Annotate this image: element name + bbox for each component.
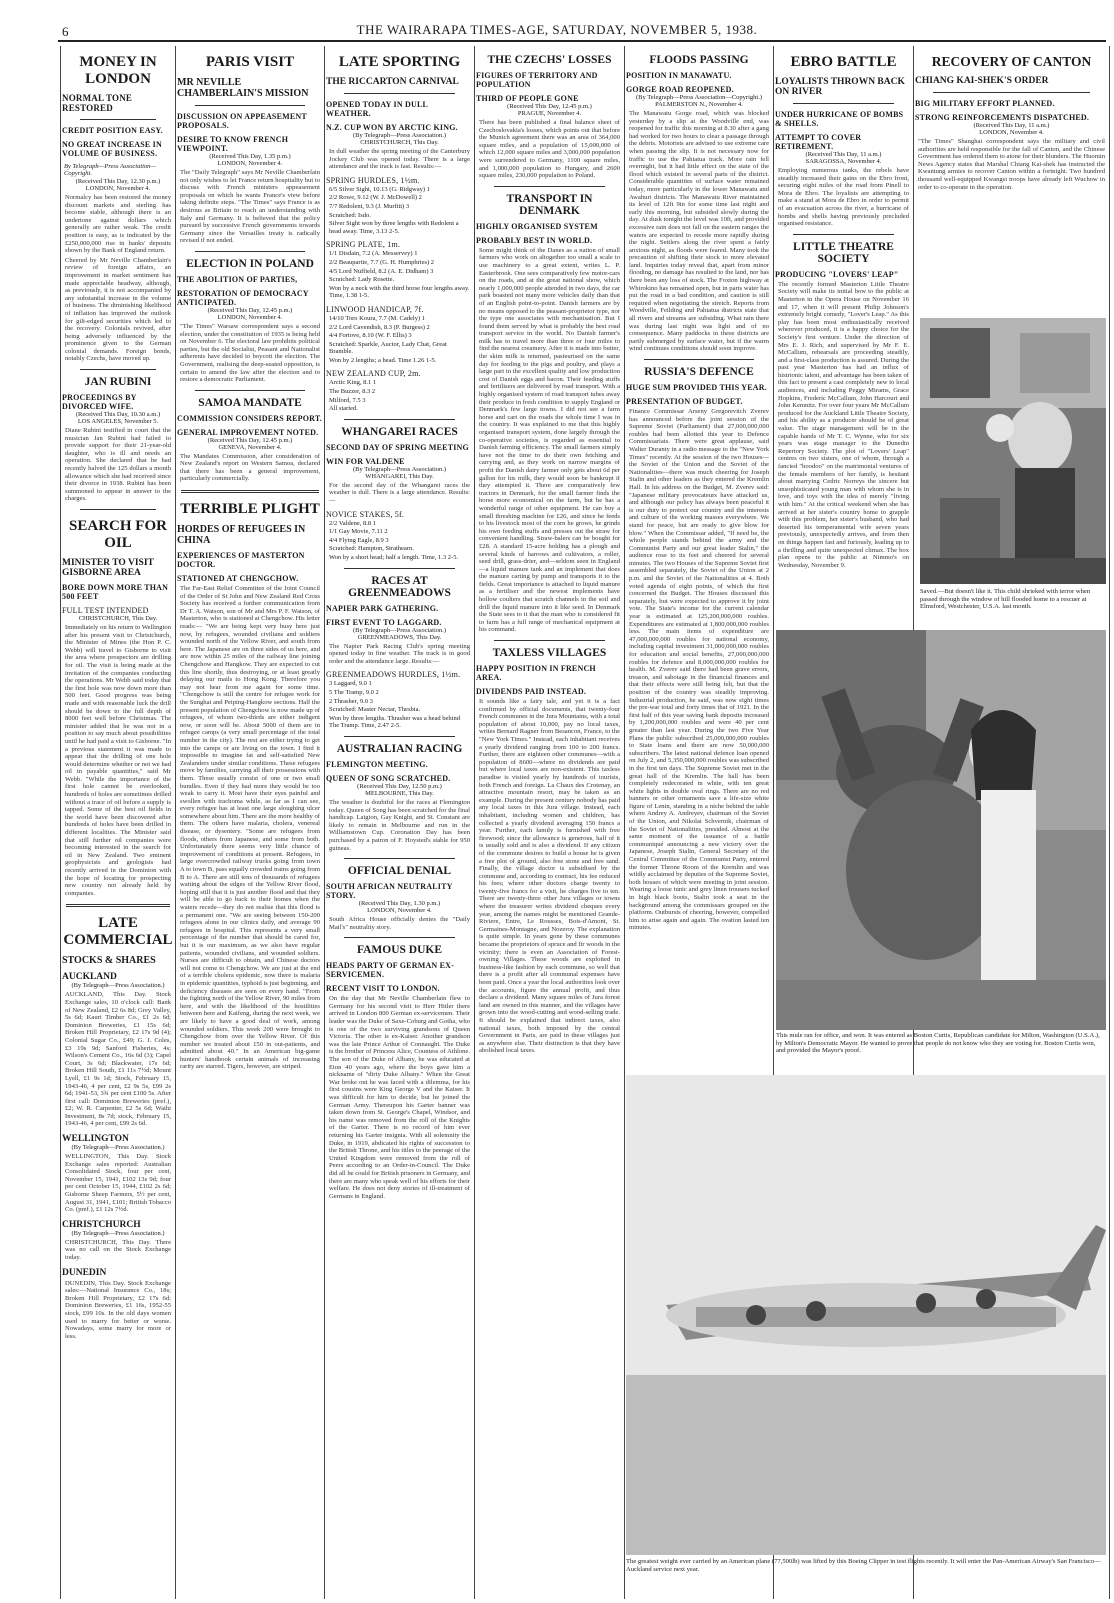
received: (Received This Day, 12.30 p.m.) (75, 178, 161, 185)
subhead: MR NEVILLE CHAMBERLAIN'S MISSION (177, 77, 309, 99)
article-text: "The Times" Shanghai correspondent says the military and civil authorities are held responsible for the fall of Canton, and the Chinese Government has ordered them to atone for their blunders. The Huomin News Agency states that Marshal Chiang Kai-shek has instructed the Kwantung armies to recover Canton within a fortnight. Two hundred thousand well-equipped Kwangsi troops have already left Wuchow in order to co-operate in the operation. (918, 138, 1105, 191)
race-result-line: 4/4 Flying Eagle, 8.9 3 (329, 536, 389, 544)
article-text: South Africa House officially denies the "Daily Mail's" neutrality story. (329, 916, 470, 931)
subhead: N.Z. CUP WON BY ARCTIC KING. (326, 123, 458, 132)
subhead: HORDES OF REFUGEES IN CHINA (177, 524, 306, 547)
byline: By Telegraph—Press Association—Copyright. (64, 163, 157, 177)
received: (Received This Day, 10.30 a.m.) (75, 411, 161, 419)
race-result-line: Won by a neck with the third horse four lengths away. Time, 1.38 1-5. (329, 284, 470, 300)
article-text: The recently formed Masterton Little Theatre Society will make its initial bow to the public at Masterton in the Opera House on November 16 and 17, when it will present Philip Johnson's extremely bright comedy, "Lover's Leap." As this play has been most enthusiastically received wherever produced, it is a happy choice for the Society's first venture. Under the direction of Mrs E. J. Rich, and supervised by Mr F. E. McCallum, rehearsals are proceeding steadily, and a first-class production is assured. During the past year Masterton has had an influx of histrionic talent, and advantage has been taken of this fact to present a cast completely new to local audiences, and including Peggy Mirams, Grace Hopkins, Frederic McCallum, John Harcourt and John Kemnitz. For over four years Mr McCallum produced for the Auckland Little Theatre Society, and his ability as a producer should be of great value. The stage management will be in the capable hands of Mr T. C. Wynne, who for six years was stage manager to the Dunedin Repertory Society. The plot of "Lovers' Leap" centres on two sisters, one of whom, through a fancied "hoodoo" on the matrimonial ventures of the female members of her family, is hesitant about marrying Cedric Norreys the sincere but unsophisticated young man with whom she is in love, and toys with the idea of merely "living with him." At the critical weekend when she has arrived at her sister's country home to grapple with this problem, her sister's husband, who had deserted his temperamental wife seven years previously, unexpectedly arrives, and from then on things happen fast and furiously, leading up to a thrilling and quite unexpected climax. The box plan opens to the public at Nimmo's on Wednesday, November 9. (778, 280, 909, 569)
subhead: HUGE SUM PROVIDED THIS YEAR. (626, 383, 767, 392)
race-title: SPRING HURDLES, 1½m. (326, 175, 420, 185)
received: (Received This Day, 12.45 p.m.) (507, 103, 592, 110)
race-result-line: Scratched: Hampton, Strathearn. (329, 545, 414, 553)
byline: (By Telegraph—Press Association.) (352, 132, 447, 139)
masthead-rule (58, 40, 1106, 42)
race-results (326, 680, 473, 730)
subhead: CREDIT POSITION EASY. (62, 126, 163, 135)
headline-search-for-oil: SEARCH FOR OIL (69, 518, 167, 551)
race-result-line: 4/5 Lord Nuffield, 8.2 (A. E. Didham) 3 (329, 267, 434, 275)
byline: (By Telegraph—Press Association.) (352, 465, 447, 473)
article-text: The Manawatu Gorge road, which was blocked yesterday by a slip at the Woodville end, was reopened for traffic this morning at 8.30 after a gang had worked for two hours to clear a passage through the debris. Motorists are advised to use extreme care when passing the slip. It is not necessary now for traffic to use the Pahiatua track. More rain fell overnight, but it had little effect on the state of the flood which existed in several parts of the district. Considerable quantities of surface water remained today, more particularly in the lower Manawatu and Awahuri districts. The Manawatu River maintained its level of 12ft 9in for some time last night and early this morning, but subsided slowly during the day. At dusk tonight the level was 10ft, and provided excessive rain does not fall on the eastern ranges the waters are expected to recede more rapidly during the night. Settlers along the river spent a fairly anxious night, as floods were feared. Many took the precaution of shifting their stock to more elevated land. Inquiries today reveal that, apart from minor flooding, no damage has resulted to the land, nor has there been any loss of stock. The Foxton highway at Whirokino has remained open, but in parts water has put the road in a bad condition, and caution is still required when negotiating the stretch. Reports from Woodville, Feilding and Pahiatua districts state that all rivers and streams are subsiding. What rain there was during last night was light and of no consequence. Many paddocks in these districts are partly submerged by surface water, but if the warm wind continues conditions should soon improve. (629, 110, 769, 353)
subhead: RESTORATION OF DEMOCRACY ANTICIPATED. (177, 288, 309, 307)
photo-mule (776, 630, 1106, 1030)
subhead: PROBABLY BEST IN WORLD. (476, 235, 593, 245)
article-text: Cheered by Mr Neville Chamberlain's review of foreign affairs, an improvement in market sentiment has made appreciable headway, although, as previously, it is not accompanied by any substantial increase in the volume of business. The diminishing likelihood of inflation has improved the outlook for gilt-edged securities which led to the recovery. Colonials revived, after being adversely influenced by the prominence given to the German colonial demands. Foreign bonds, notably Czechs, have moved up. (65, 256, 171, 363)
article-text: It sounds like a fairy tale, and yet it is a fact confirmed by official documents, that twenty-four French communes in the Jura Mountains, with a total population of about 10,000, pay no local taxes, writes Bernard Ragner from Besancon, France, to the "New York Times." Instead, each inhabitant receives a yearly dividend ranging from 100 to 200 francs. Further, there are eighteen other communes—with a population of 8600—where no dividends are paid but where local taxes are non-existent. This taxless paradise is visited yearly by hundreds of tourists, both French and foreign. La Chaux des Crotenay, an attractive mountain resort, may be taken as an example. During the present century nobody has paid any local taxes in this Jura village. Instead, each inhabitant, including women and children, has collected a yearly dividend averaging 150 francs a year. Further, each family is furnished with free firewood; since the allowance is generous, half of it is usually sold and is also a dividend. If any citizen of the commune desires to build a house he is given a free plot of ground, also free stone and free sand. Finally, the village doctor is subsidised by the commune and, according to contract, his fee reduced his fees; where other doctors charge twenty to twenty-five francs for a visit, he charges five to ten. There are twenty-three other Jura villages or towns where the treasurer writes dividend cheques every year, among the names might be mentioned Grande-Riviere, Entre, Le Rousses, Bois-d'Amont, St. Germaines-Montagne, and Nozeroy. The explanation is quite simple. In years gone by these communes became the proprietors of spruce and fir woods in the vicinity; there is even an Association of Forest-owning Villages. These woods are exploited in business-like fashion by each commune, so well that there is a profit after all communal expenses have been paid. Once a year the local authorities look over the accounts, figure the annual profit, and thus declare a dividend. Many square miles of Jura forest land are owned in this manner, and the villages have grown into the wood-cutting and wood-selling trade. It should be explained that indirect taxes, also national taxes, both imposed by the central Government in Paris, are paid in these villages just as anywhere else. Their distinction is that they have abolished local taxes. (479, 698, 620, 1055)
headline-australian-racing: AUSTRALIAN RACING (336, 742, 463, 755)
headline-ebro-battle: EBRO BATTLE (790, 54, 897, 70)
subhead: STOCKS & SHARES (62, 955, 156, 967)
race-result-line: Silver Sight won by three lengths with Redolent a head away. Time, 3.13 2-5. (329, 220, 459, 235)
headline-transport-in-denmark: TRANSPORT IN DENMARK (506, 192, 593, 217)
race-result-line: Scratched: Master Nectar, Thesbia. (329, 706, 421, 714)
race-results (326, 186, 473, 236)
masthead (0, 0, 1114, 44)
article-text: AUCKLAND, This Day. Stock Exchange sales, 10 o'clock call: Bank of New Zealand, £2 6s 8d; Grey Valley, 5s 6d; Kauri Timber Co., £1 2s 6d; Dominion Breweries, £1 15s 6d; Broken Hill Proprietary, £2 17s 9d (4); Colonial Sugar Co., £49; G. J. Coles, £3 19s 9d; Sanford Fisheries, 4s; Wilson's Cement Co., 16s 6d (3); Capel Court, 3s 6d; Blackwater, 17s 6d; Broken Hill South, £1 11s 7½d; Mount Lyell, £1 9s 1d; Stock, February 15, 1943-46, 4 per cent, £2 9s 5s, £99 2s 6d; 1941-53, 3¾ per cent £100 5s. After first call: Dominion Breweries (pref.), £2; W. R. Carpenter, £2 5s 6d; Waihi Investment, 8s 7d; stock, February 15, 1943-46, 4 per cent, £99 2s 6d. (65, 991, 171, 1128)
race-results (326, 520, 473, 562)
subhead: POSITION IN MANAWATU. (626, 71, 732, 80)
article-text: Immediately on his return to Wellington after his present visit to Christchurch, the Minister of Mines (the Hon P. C. Webb) will travel to Gisborne to visit the area where prospectors are drilling for oil. The visit is being made at the invitation of the companies conducting the operations. Mr Webb said today that the first hole was now down more than 500 feet. Good progress was being made and with reasonable luck the drill should be down to the full depth of 8000 feet well before Christmas. The minister added that he was not in a position to say much about possibilities until he had paid a visit to Gisborne. "In a previous statement it was made to appear that the drilling of one hole would determine whether or not we had oil in payable quantities," said Mr Webb. "While the importance of the first hole cannot be overlooked, hundreds of holes are sometimes drilled without a trace of oil before a supply is tapped. Some of the best oil fields in the world have been discovered after hundreds of holes have been drilled in different localities. The Minister said that still further oil companies were becoming interested in the search for oil in New Zealand. Two eminent geophysicists and geologists had recently arrived in the Dominion with the hope of locating for prospecting new country not already held by companies. (65, 624, 171, 897)
subhead: FIGURES OF TERRITORY AND POPULATION (476, 71, 598, 89)
article-text: There has been published a final balance sheet of Czechoslovakia's losses, which points out that before the Munich agreement there was an area of 364,000 square miles, and a population of 15,000,000 of which 12,000 square miles and 3,000,000 population were surrendered to Germany, 1100 square miles, and 1,000,000 population to Hungary, and 2600 square miles, 230,000 population to Poland. (479, 119, 620, 180)
race-results (326, 250, 473, 300)
subhead: OPENED TODAY IN DULL WEATHER. (326, 100, 428, 118)
received: (Received This Day, 11 a.m.) (805, 151, 882, 158)
dateline: PRAGUE, November 4. (517, 110, 582, 117)
subhead: HAPPY POSITION IN FRENCH AREA. (476, 664, 596, 683)
subhead: STATIONED AT CHENGCHOW. (177, 574, 299, 584)
race-result-line: The Buzzer, 8.3 2 (329, 388, 376, 396)
article-text: DUNEDIN, This Day. Stock Exchange sales:—National Insurance Co., 18s; Broken Hill Proprietary, £2 17s 6d; Dominion Breweries, £1 16s, 1952-55 stock, £99 10s. In the old days women used to marry for better or worse. Nowadays, some marry for more or less. (65, 1279, 171, 1340)
race-results (326, 379, 473, 412)
race-result-line: Scratched: Sparkle, Auctor, Lady Chat, Great Bramble. (329, 340, 447, 356)
article-text: The Far-East Relief Committee of the Joint Council of the Order of St John and New Zealand Red Cross Society has received a further communication from Dr T. A. Watson, son of Mr and Mrs P. F. Watson, of Masterton, who is stationed at Chengchow. His letter reads:— "We are being kept very busy here just now, by refugees, wounded civilians and soldiers wounded north of the Yellow River, and south from here. The Japanese are on three sides of us here, and are now within 25 miles of the railway line joining Chengchow and Hangkow. They are expected to cut this line shortly, thus destroying, or at least greatly delaying our mails to Hong Kong. Therefore you may not hear from me again for some time. "Chengchow is still the centre for refugee work for the Sunghai and Peiping-Hangkow sections. Half the present population of Chengchow is now made up of refugees, of whom two-thirds are either indigent now, or soon will be. About 5000 of them are in refugee camps (a very small percentage of the total number in the city). The rest are either trying to get into the camps or are living on the town. I find it impossible to imagine fat and self-satisfied New Zealanders under similar conditions. These refugees move by families, carrying all their possessions with them. These usually consist of one or two small bundles. Even if they had more they would be too weak to carry it. Most have their eyes painful and swollen with trachoma while, as far as I can see, every refugee has at least one large sloughing ulcer somewhere about him. There are the more healthy of them. The others have malaria, cholera, venereal disease, or dysentery. "Some are refugees from floods, others from Japanese, and some from both. Unfortunately there seems very little chance of improvement of conditions at present. Refugees, in large overcrowded railway trucks going from town A to town B, pass equally crowded trains going from B to A. There are still tens of thousands of refugees waiting about the edges of the Yellow River flood, hoping still that it is just another flood and that they will be able to go back to their homes when the waters recede—they do not realise that this flood is a permanent one. "We are seeing between 150-200 refugees alone in our clinics daily, and average 90 refugees in hospital. This represents a very small percentage of the number that should be cared for, but it is our maximum, as we also have regular patients, wounded civilians, and wounded soldiers. Nurses are difficult to obtain, and Chinese doctors will not come to Chengchow. We are just at the end of a terrible cholera epidemic, now there is malaria in epidemic quantities, typhoid is just beginning, and deficiency diseases are seen on every hand. "From the fighting north of the Yellow River, 90 miles from here, and with the likelihood of the hostilities between here and Kaifeng, during the next week, we are likely to have a good deal of work, among wounded soldiers. This week 200 were brought to Chengchow from over the Yellow River. Of this number we treated about 150 in out-patients, and admitted about 40." In an American big-game hunters' handbook certain animals of increasing rarity are starred. Tigers, however, are striped. (180, 585, 320, 1071)
race-result-line: All started. (329, 405, 358, 413)
byline: (By Telegraph—Press Association.) (71, 1229, 165, 1237)
subhead: FLEMINGTON MEETING. (326, 759, 428, 769)
race-result-line: Milford, 7.5 3 (329, 396, 366, 404)
dateline: LONDON, November 4. (979, 129, 1044, 136)
dateline: LONDON, November 4. (367, 907, 432, 915)
city-heading: WELLINGTON (62, 1134, 129, 1145)
headline-little-theatre-society: LITTLE THEATRE SOCIETY (793, 240, 894, 265)
subhead: THE RICCARTON CARNIVAL (326, 77, 459, 87)
photo-caption: This mule ran for office, and won. It was entered as Boston Curtis, Republican candidate for Milton, Washington (U.S.A.), by Milton's Democratic Mayor. He wanted to prove that people do not know who they are voting for. Boston Curtis won, and provided the Mayor's proof. (776, 1032, 1100, 1055)
subhead: SECOND DAY OF SPRING MEETING (326, 442, 469, 452)
race-result-line: Scratched: Lady Rosette. (329, 276, 395, 284)
subhead: UNDER HURRICANE OF BOMBS & SHELLS. (775, 110, 904, 128)
headline-recovery-of-canton: RECOVERY OF CANTON (931, 54, 1092, 69)
photo-boeing-clipper (626, 1075, 1106, 1555)
race-result-line: Won by a short head; half a length. Time, 1.3 2-5. (329, 554, 459, 561)
headline-late-commercial: LATE COMMERCIAL (63, 915, 173, 949)
race-result-line: Won by three lengths. Thrasher was a head behind The Tramp. Time, 2.47 2-5. (329, 714, 460, 730)
subhead: THIRD OF PEOPLE GONE (476, 94, 579, 103)
received: (Received This Day, 12.45 p.m.) (207, 306, 293, 314)
dateline: CHRISTCHURCH, This Day. (78, 615, 158, 622)
race-title: SPRING PLATE, 1m. (326, 240, 401, 250)
article-text: On the day that Mr Neville Chamberlain flew to Germany for his second visit to Herr Hitler there arrived in London 800 German ex-servicemen. Their leader was the Duke of Saxe-Coburg and Gotha, who is one of the two surviving grandsons of Queen Victoria. The other is ex-Kaiser. Another grandson was the late Prince Arthur of Connaught. The Duke is the brother of Princess Alice, Countess of Athlone. The son of the Duke of Albany, he was educated at Eton 40 years ago, where the boys gave him a nickname of "dirty Duke Albany." When the Great War broke out he was faced with a dilemma, for his first cousins were King George V and the Kaiser. It was difficult for him to decide, but he joined the German Army. Thereupon his Garter banner was taken down from St. George's Chapel, Windsor, and his name was removed from the roll of the Knights of the Garter. There is no record of him ever returning his Garter insignia. With all solemnity the Duke, in 1919, abdicated his rights of succession to the British Throne, and his titles to the peerage of the United Kingdom were removed from the roll of Peers according to an Order-in-Council. The Duke did all he could for British prisoners in Germany, and there are many who speak well of his efforts for their welfare. He does not deny stories of ill-treatment of Germans in England. (329, 995, 470, 1200)
city-heading: AUCKLAND (62, 972, 117, 983)
byline: (By Telegraph—Press Association—Copyright.) (636, 94, 762, 101)
subhead: DIVIDENDS PAID INSTEAD. (476, 687, 587, 697)
headline-election-in-poland: ELECTION IN POLAND (186, 257, 314, 270)
subhead: FULL TEST INTENDED (62, 606, 149, 615)
subhead: HEADS PARTY OF GERMAN EX-SERVICEMEN. (326, 961, 454, 980)
dateline: WHANGAREI, This Day. (365, 472, 434, 480)
headline-paris-visit: PARIS VISIT (205, 54, 295, 70)
article-text: The "Daily Telegraph" says Mr Neville Chamberlain not only wishes to let France return hospitality but to discuss with French ministers appeasement proposals on which he wants France's view before taking definite steps. "The Times" says France is as desirous as Britain to reach an understanding with Italy and Germany. It is believed that the policy pursued by successive French governments towards Germany since the Versailles treaty is radically revised if not ended. (180, 169, 320, 245)
subhead: BORE DOWN MORE THAN 500 FEET (62, 583, 169, 601)
subhead: BIG MILITARY EFFORT PLANNED. (915, 99, 1055, 108)
received: (Received This Day, 12.50 p.m.) (357, 782, 442, 790)
headline-whangarei-races: WHANGAREI RACES (341, 425, 458, 438)
race-result-line: Arctic King, 8.1 1 (329, 379, 377, 387)
race-result-line: 7/7 Redolent, 9.3 (J. Murfitt) 3 (329, 202, 410, 210)
headline-famous-duke: FAMOUS DUKE (356, 944, 443, 957)
article-text: In dull weather the spring meeting of the Canterbury Jockey Club was opened today. There is a large attendance and the track is fast. Results:— (329, 148, 470, 171)
race-title: GREENMEADOWS HURDLES, 1½m. (326, 670, 461, 680)
article-text: WELLINGTON, This Day. Stock Exchange sales reported: Australian Consolidated Stock, four per cent, November 15, 1941, £102 13s 9d; four per cent October 15, 1944, £102 2s 6d; Gisborne Sheep Farmers, 5½ per cent, August 31, 1941, £101; British Tobacco Co. (pref.), £1 12s 7½d. (65, 1153, 171, 1214)
article-text: Finance Commissar Arseny Gregorevitch Zverev has announced before the joint session of the Supreme Soviet (Parliament) that 27,000,000,000 roubles had been allotted this year to Defence Commissariats. There were great applause, said Walter Duranty in a radio message to the "New York Times" recently. At the session of the two Houses—the Soviet of the Union and the Soviet of the Nationalities—there was much cheering for Joseph Stalin and other leaders as they entered the Kremlin Hall. In his address on the Budget, M. Zverev said: "Japanese military provocateurs have attacked us, and although our policy has always been peaceful it is our duty to protect our country and the interests and culture of the working masses everywhere. We stand for peace, but are ready to give blow for blow." When the Commissar added, "If need be, the whole people stands behind the army and the Communist Party and our great leader Stalin," the audience rose to its feet and cheered for several minutes. The two Houses of the Supreme Soviet first assembled separately, the Soviet of the Union at 2 p.m. and the Soviet of the Nationalities at 4. Both voted agenda of eight points, of which the first concerned the Budget. The Houses discussed this separately, but were expected to approve it by joint vote. The State's income for the current calendar year is estimated at 125,200,000,000 roubles. Expenditures are estimated at 1,800,000,000 roubles less. The main items of expenditure are 47,000,000,000 roubles for national economy, including capital investment 31,000,000,000 roubles for education and social benefits, 27,000,000,000 roubles for defence and 8,000,000,000 roubles for health. M. Zverev said there had been grave errors, treason, and sabotage in the financial finances and that their effects were still being felt, but that the position of the country was steadily improving. Industrial production, he said, was now eight times the pre-war total and forty times that of 1921. In the first half of this year saving bank deposits increased by 1,200,000,000 roubles and were 40 per cent greater than last year. During the two Five Year Plans the public subscribed 25,000,000,000 roubles to State loans and there are now 50,000,000 subscribers. The latest national defence loan opened on July 2, and 5,350,000,000 roubles was subscribed in the first ten days. The Supreme Soviet met in the great hall of the Kremlin. The hall has been completely redecorated in white, with ten great white lights in double oval rings. There are no red banners or other ornaments save a life-size white figure of Lenin, standing in a niche behind the table where Andrey A. Andreyev, chairman of the Soviet of the Union, and Nikolai Schvernik, chairman of the Soviet of Nationalities, presided. Almost at the same moment of the issuance of a battle communiqué announcing a new victory over the Japanese, Joseph Stalin, General Secretary of the Central Committee of the Communist Party, entered the former Throne Room of the Kremlin and was wildly acclaimed by deputies of the Supreme Soviet, both houses of which were meeting in joint session. Wearing a loose tunic and grey linen trousers tucked in high black boots, Stalin took a seat in the background among the commissars grouped on the platform. Outbursts of cheering, however, compelled him to arise again and again. The ovation lasted ten minutes. (629, 408, 769, 932)
race-title: NOVICE STAKES, 5f. (326, 509, 405, 519)
subhead: SOUTH AFRICAN NEUTRALITY STORY. (326, 882, 453, 901)
race-result-line: 1/1 Gay Movie, 7.11 2 (329, 528, 388, 536)
headline-samoa-mandate: SAMOA MANDATE (198, 396, 302, 409)
headline-races-at-greenmeadows: RACES AT GREENMEADOWS (348, 574, 451, 599)
subhead: THE ABOLITION OF PARTIES, (177, 274, 298, 284)
headline-taxless-villages: TAXLESS VILLAGES (492, 647, 607, 660)
article-text: Some might think of the Danes as a nation of small farmers who work on altogether too small a scale to use machinery to a great extent, writes L. P. Easterbrook. One sees comparatively few motor-cars on the roads, and at the great national show, which nearly 1,000,000 people attended in two days, the car park boasted not many more vehicles daily than that of an English point-to-point. Danish farmers are by no means opposed to the peasant-proprietor type, nor the type one associates with mechanisation. But I found them served by what is probably the best road transport service in the world. No Danish farmer's milk has to travel more than three or four miles to find the nearest creamery. After it is made into butter, the skim milk is returned, pasteurised on the same day for feeding to the pigs and poultry, and plays a large part in the excellent quality and low production cost of Danish eggs and bacon. Their feeding stuffs and fertilisers are delivered by road transport. With a highly organised system of road transport tubes away their produce in fresh condition to supply England or Denmark's few large towns. I did not see a farm horse and cart on the roads the whole time I was in the country. It was explained to me that this highly organised transport system, done largely through the co-operative societies, is regarded as essential to Danish farming efficiency. The small farmers simply have not the time to do their own fetching and carrying and, as they work on narrow margins of profit the Danish dairy farmer only gets about 6d per gallon for his milk, they would soon be bankrupt if they attempted it. There are comparatively few tractors in Denmark, for the small farmer finds the horse more economical on the farm, but he has a wonderful range of other equipment. He can buy a small threshing machine for £26, and since he feeds to his livestock most of the corn he grows, he grinds his own feeding stuffs and presses out the straw for convenient handling. Straw-balers can be bought for £28. A standard 15-acre holding has a plough and several kinds of harrows and cultivators, a roller, seed drill, grass-drier, and—seldom seen in England—a liquid manure tank and an implement that does the manure carting by pump and transports it to the fields. Great importance is attached to liquid manure as a fertiliser and the newest implements have hollow coulters that scratch channels in the soil and drill the liquid manure into it like seed. In Denmark the State sees to it that the man who is considered fit to farm has a full range of mechanical equipment at his command. (479, 246, 620, 634)
subhead: QUEEN OF SONG SCRATCHED. (326, 773, 451, 783)
race-title: LINWOOD HANDICAP, 7f. (326, 304, 424, 314)
column-6 (775, 46, 912, 624)
race-result-line: 6/5 Silver Sight, 10.13 (G. Ridgway) 1 (329, 185, 430, 193)
byline: (By Telegraph—Press Association.) (352, 626, 447, 634)
dateline: SARAGOSSA, November 4. (805, 158, 882, 165)
newspaper-title: THE WAIRARAPA TIMES-AGE, SATURDAY, NOVEMBER 5, 1938. (356, 22, 758, 37)
subhead: HIGHLY ORGANISED SYSTEM (476, 221, 598, 231)
subhead: PROCEEDINGS BY DIVORCED WIFE. (62, 393, 137, 412)
photo-flood-rescue (920, 318, 1106, 584)
headline-czechs-losses: THE CZECHS' LOSSES (487, 54, 612, 66)
headline-terrible-plight: TERRIBLE PLIGHT (180, 501, 320, 518)
subhead: WIN FOR VALDENE (326, 456, 405, 466)
race-result-line: 14/10 Toro Koura, 7.7 (M. Cadely) 1 (329, 314, 426, 322)
dateline: LOS ANGELES, November 5. (77, 418, 159, 426)
subhead: FIRST EVENT TO LAGGARD. (326, 617, 442, 627)
article-text: The Mandates Commission, after consideration of New Zealand's report on Western Samoa, declared that there has been a general improvement, particularly commercially. (180, 452, 320, 483)
subhead: LOYALISTS THROWN BACK ON RIVER (775, 77, 905, 97)
byline: (By Telegraph—Press Association.) (71, 1144, 165, 1152)
dateline: PALMERSTON N., November 4. (655, 101, 743, 108)
race-title: NEW ZEALAND CUP, 2m. (326, 369, 421, 379)
photo-caption: Saved.—But doesn't like it. This child shrieked with terror when passed through the window of hill flooded home to a rescuer at Elmsford, Westchester, U.S.A. last month. (920, 588, 1091, 611)
subhead: DESIRE TO KNOW FRENCH VIEWPOINT. (177, 135, 289, 153)
subhead: RECENT VISIT TO LONDON. (326, 984, 440, 994)
city-heading: DUNEDIN (62, 1267, 107, 1278)
article-text: The Napier Park Racing Club's spring meeting opened today in fine weather. The track is in good order and the attendance large. Results:— (329, 642, 470, 665)
dateline: LONDON, November 4. (217, 160, 283, 167)
race-result-line: 2 Thrasher, 9.0 3 (329, 697, 373, 705)
headline-russias-defence: RUSSIA'S DEFENCE (644, 366, 754, 378)
article-text: CHRISTCHURCH, This Day. There was no call on the Stock Exchange today. (65, 1238, 171, 1261)
race-results (326, 315, 473, 365)
subhead: PRODUCING "LOVERS' LEAP" (775, 269, 899, 279)
article-text: Normalcy has been restored the money discount markets and sterling has become stable, although there is an undertone against dollars which generally are rather weak. The credit position is easy, as is indicated by the £250,000,000 rise in banks' deposits shown by the Bank of England return. (65, 194, 171, 255)
photo-caption: The greatest weight ever carried by an American plane (77,500lb) was lifted by this Boeing Clipper in test flights recently. It will enter the Pan-American Airway's San Francisco—Auckland service next year. (626, 1558, 1101, 1573)
subhead: COMMISSION CONSIDERS REPORT. (177, 413, 322, 423)
article-text: Diane Rubini testified in court that the musician Jan Rubini had failed to provide support for their 21-year-old daughter, who is ill and needs an operation. She declared that he had recently halved the 125 dollars a month allowance which she had received since their divorce in 1938. Rubini has been summoned to appear in answer to the charges. (65, 427, 171, 503)
race-result-line: 1/1 Disdain, 7.2 (A. Messervey) 1 (329, 250, 418, 258)
race-result-line: 2/2 Valdene, 8.8 1 (329, 519, 376, 527)
article-text: Employing numerous tanks, the rebels have steadily increased their gains on the Ebro front, securing eight miles of the road from Pinell to Mora de Ebro. The loyalists are attempting to make a stand at Mora de Ebro in order to permit of an evacuation across the river, a hurricane of bombs and shells having previously precluded organised resistance. (778, 167, 909, 228)
city-heading: CHRISTCHURCH (62, 1219, 141, 1230)
subhead: EXPERIENCES OF MASTERTON DOCTOR. (177, 551, 305, 570)
subhead: CHIANG KAI-SHEK'S ORDER (915, 76, 1049, 86)
race-result-line: 2/2 Beaupartie, 7.7 (G. H. Humphries) 2 (329, 258, 435, 266)
headline-jan-rubini: JAN RUBINI (84, 376, 152, 389)
column-1 (62, 46, 174, 1596)
subhead: NO GREAT INCREASE IN VOLUME OF BUSINESS. (62, 140, 162, 158)
column-2 (177, 46, 323, 1596)
dateline: GREENMEADOWS, This Day. (357, 633, 442, 641)
subhead: PRESENTATION OF BUDGET. (626, 397, 743, 406)
subhead: ATTEMPT TO COVER RETIREMENT. (775, 133, 862, 151)
column-7 (915, 46, 1108, 346)
subhead: GORGE ROAD REOPENED. (626, 85, 734, 94)
headline-official-denial: OFFICIAL DENIAL (347, 865, 452, 878)
race-result-line: 2/2 Rowe, 9.12 (W. J. McDowell) 2 (329, 194, 422, 202)
dateline: GENEVA, November 4. (218, 443, 282, 451)
dateline: CHRISTCHURCH, This Day. (360, 139, 439, 146)
dateline: MELBOURNE, This Day. (365, 789, 434, 797)
article-text: For the second day of the Whangarei races the weather is dull. There is a large attendance. Results:— (329, 481, 470, 505)
page-number: 6 (62, 24, 69, 39)
race-result-line: 4/4 Fortove, 8.10 (W. F. Ellis) 3 (329, 332, 412, 340)
received: (Received This Day, 12.45 p.m.) (207, 436, 293, 444)
article-text: "The Times" Warsaw correspondent says a second election, under the constitution of 1935 is being held on November 6. The electoral law prohibits political parties, but the old Socialist, Peasant and Nationalist adherents have decided to boycott the election. The Government, realising the deep-seated opposition, is certain to amend the law after the election and to restore a democratic Parliament. (180, 322, 320, 384)
dateline: LONDON, November 4. (85, 185, 151, 192)
received: (Received This Day, 11 a.m.) (973, 122, 1050, 129)
subhead: MINISTER TO VISIT GISBORNE AREA (62, 558, 154, 578)
subhead: GENERAL IMPROVEMENT NOTED. (177, 427, 319, 437)
race-result-line: Won by 2 lengths; a head. Time 1.26 1-5. (329, 356, 437, 364)
race-result-line: 2/2 Lord Cavendish, 8.3 (P. Burgess) 2 (329, 323, 430, 331)
race-result-line: 3 Laggard, 9.0 1 (329, 680, 372, 688)
headline-money-in-london: MONEY IN LONDON (79, 54, 157, 87)
subhead: DISCUSSION ON APPEASEMENT PROPOSALS. (177, 112, 307, 130)
race-result-line: Scratched: Isdo. (329, 211, 371, 219)
headline-floods-passing: FLOODS PASSING (649, 54, 749, 66)
byline: (By Telegraph—Press Association.) (71, 982, 165, 990)
subhead: NORMAL TONE RESTORED (62, 93, 133, 113)
received: (Received This Day, 1.30 p.m.) (358, 900, 441, 908)
subhead: NAPIER PARK GATHERING. (326, 603, 439, 613)
headline-late-sporting: LATE SPORTING (338, 54, 461, 70)
dateline: LONDON, November 4. (217, 313, 283, 321)
article-text: The weather is doubtful for the races at Flemington today. Queen of Song has been scratched for the final handicap. Laigion, Gay Knight, and St. Constant are likely to remain in Melbourne and run in the Williamstown Cup. Coronation Day has been purchased by a patron of F. Hoysted's stable for 950 guineas. (329, 798, 470, 852)
race-result-line: 5 The Tramp, 9.0 2 (329, 688, 379, 696)
column-4 (476, 46, 623, 1596)
subhead: STRONG REINFORCEMENTS DISPATCHED. (915, 113, 1090, 122)
received: (Received This Day, 1.35 p.m.) (209, 153, 291, 160)
column-3 (326, 46, 473, 1596)
